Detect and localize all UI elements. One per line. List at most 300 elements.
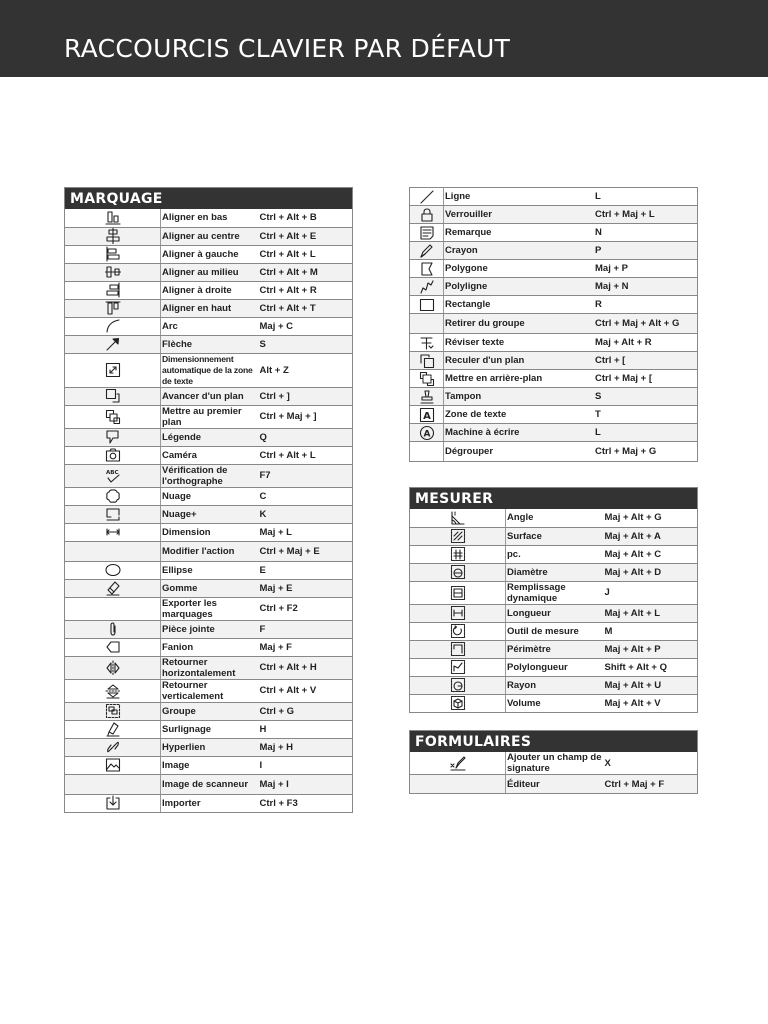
shortcut-icon-cell <box>410 694 506 712</box>
shortcut-row <box>410 206 698 224</box>
shortcut-key: Q <box>257 428 353 446</box>
shortcut-icon-cell <box>410 224 444 242</box>
shortcut-row <box>65 794 353 812</box>
shortcut-row <box>65 774 353 794</box>
shortcut-icon-cell <box>410 314 444 334</box>
shortcut-icon-cell <box>65 756 161 774</box>
shortcut-key: Ctrl + Alt + H <box>257 656 353 679</box>
shortcut-label: Rayon <box>506 676 602 694</box>
shortcut-label: Rectangle <box>444 296 593 314</box>
shortcut-icon-cell <box>410 242 444 260</box>
shortcut-key: Ctrl + G <box>257 702 353 720</box>
shortcut-label: Surface <box>506 527 602 545</box>
shortcut-row <box>65 263 353 281</box>
shortcut-icon-cell <box>410 604 506 622</box>
image-icon <box>105 757 121 773</box>
rectangle-icon <box>419 297 435 313</box>
shortcut-key: H <box>257 720 353 738</box>
shortcut-row <box>410 334 698 352</box>
stamp-icon <box>419 389 435 405</box>
shortcut-key: K <box>257 505 353 523</box>
eraser-icon <box>105 580 121 596</box>
shortcut-label: Groupe <box>161 702 257 720</box>
shortcut-label: Nuage <box>161 487 257 505</box>
mesurer-title: MESURER <box>410 488 698 510</box>
shortcut-icon-cell <box>65 541 161 561</box>
shortcut-key: S <box>257 335 353 353</box>
shortcut-row <box>410 388 698 406</box>
measurement-tool-icon <box>450 623 466 639</box>
flag-icon <box>105 639 121 655</box>
shortcut-label: Image de scanneur <box>161 774 257 794</box>
marquage-table <box>64 187 353 813</box>
shortcut-row <box>65 299 353 317</box>
shortcut-label: Angle <box>506 509 602 527</box>
area-icon <box>450 528 466 544</box>
count-icon <box>450 546 466 562</box>
shortcut-icon-cell <box>65 263 161 281</box>
shortcut-icon-cell <box>410 527 506 545</box>
shortcut-label: pc. <box>506 545 602 563</box>
shortcut-key: Maj + Alt + V <box>602 694 698 712</box>
shortcut-row <box>65 523 353 541</box>
shortcut-icon-cell <box>65 505 161 523</box>
shortcut-key: E <box>257 561 353 579</box>
shortcut-label: Légende <box>161 428 257 446</box>
shortcut-row <box>65 597 353 620</box>
shortcut-icon-cell <box>65 335 161 353</box>
shortcut-row <box>410 658 698 676</box>
shortcut-key: L <box>592 424 698 442</box>
shortcut-icon-cell <box>410 206 444 224</box>
shortcut-row <box>410 424 698 442</box>
shortcut-row <box>410 188 698 206</box>
shortcut-icon-cell <box>410 278 444 296</box>
shortcut-row <box>65 756 353 774</box>
shortcut-row <box>65 561 353 579</box>
shortcut-key: T <box>592 406 698 424</box>
shortcut-row <box>410 278 698 296</box>
page-title: RACCOURCIS CLAVIER PAR DÉFAUT <box>64 34 511 63</box>
svg-text:ABC: ABC <box>105 469 118 476</box>
shortcut-icon-cell <box>65 227 161 245</box>
shortcut-icon-cell <box>410 676 506 694</box>
shortcut-icon-cell <box>65 738 161 756</box>
shortcut-key: Maj + L <box>257 523 353 541</box>
shortcut-label: Mettre au premier plan <box>161 405 257 428</box>
shortcut-key: Shift + Alt + Q <box>602 658 698 676</box>
shortcut-row <box>65 227 353 245</box>
shortcut-row <box>65 656 353 679</box>
align-top-icon <box>105 300 121 316</box>
shortcut-icon-cell <box>410 188 444 206</box>
shortcut-icon-cell <box>410 406 444 424</box>
cloud-plus-icon <box>105 506 121 522</box>
shortcut-label: Gomme <box>161 579 257 597</box>
shortcut-label: Importer <box>161 794 257 812</box>
shortcut-key: N <box>592 224 698 242</box>
shortcut-label: Tampon <box>444 388 593 406</box>
shortcut-icon-cell <box>65 464 161 487</box>
shortcut-icon-cell <box>65 794 161 812</box>
shortcut-row <box>65 353 353 387</box>
shortcut-row <box>410 509 698 527</box>
shortcut-key: Maj + H <box>257 738 353 756</box>
angle-icon <box>450 510 466 526</box>
shortcut-icon-cell <box>410 442 444 462</box>
shortcut-label: Polyligne <box>444 278 593 296</box>
formulaires-table <box>409 730 698 794</box>
polylength-icon <box>450 659 466 675</box>
shortcut-row <box>410 527 698 545</box>
shortcut-key: X <box>602 752 698 775</box>
shortcut-key: Ctrl + Alt + R <box>257 281 353 299</box>
shortcut-label: Exporter les marquages <box>161 597 257 620</box>
shortcut-label: Caméra <box>161 446 257 464</box>
shortcut-key: C <box>257 487 353 505</box>
shortcut-row <box>410 406 698 424</box>
shortcut-label: Nuage+ <box>161 505 257 523</box>
volume-icon <box>450 695 466 711</box>
shortcut-key: Maj + Alt + L <box>602 604 698 622</box>
cloud-icon <box>105 488 121 504</box>
flip-vertical-icon <box>105 683 121 699</box>
shortcut-key: F7 <box>257 464 353 487</box>
shortcut-row <box>65 738 353 756</box>
shortcut-key: Ctrl + Alt + L <box>257 446 353 464</box>
shortcut-label: Aligner en bas <box>161 209 257 227</box>
shortcut-row <box>410 676 698 694</box>
shortcut-label: Dimensionnement automatique de la zone de texte <box>161 353 257 387</box>
shortcut-row <box>65 335 353 353</box>
shortcut-label: Polygone <box>444 260 593 278</box>
shortcut-label: Pièce jointe <box>161 620 257 638</box>
shortcut-label: Aligner au centre <box>161 227 257 245</box>
shortcut-icon-cell <box>65 523 161 541</box>
page-header <box>0 0 768 77</box>
send-backward-icon <box>419 353 435 369</box>
shortcut-row <box>410 694 698 712</box>
shortcut-row <box>410 752 698 775</box>
dimension-icon <box>105 524 121 540</box>
callout-icon <box>105 429 121 445</box>
shortcut-label: Mettre en arrière-plan <box>444 370 593 388</box>
shortcut-icon-cell <box>410 581 506 604</box>
send-to-back-icon <box>419 371 435 387</box>
shortcut-icon-cell <box>65 702 161 720</box>
note-icon <box>419 225 435 241</box>
shortcut-label: Zone de texte <box>444 406 593 424</box>
shortcut-label: Remplissage dynamique <box>506 581 602 604</box>
shortcut-icon-cell <box>65 446 161 464</box>
shortcut-label: Image <box>161 756 257 774</box>
shortcut-icon-cell <box>410 260 444 278</box>
shortcut-icon-cell <box>410 622 506 640</box>
shortcut-label: Aligner à gauche <box>161 245 257 263</box>
shortcut-key: Ctrl + Maj + Alt + G <box>592 314 698 334</box>
shortcut-icon-cell <box>410 334 444 352</box>
shortcut-icon-cell <box>65 428 161 446</box>
shortcut-label: Hyperlien <box>161 738 257 756</box>
shortcut-icon-cell <box>65 245 161 263</box>
shortcut-row <box>410 224 698 242</box>
shortcut-row <box>410 775 698 794</box>
shortcut-label: Périmètre <box>506 640 602 658</box>
shortcut-row <box>65 281 353 299</box>
shortcut-label: Aligner en haut <box>161 299 257 317</box>
svg-text:A: A <box>422 410 431 422</box>
shortcut-icon-cell <box>65 561 161 579</box>
shortcut-row <box>65 209 353 227</box>
shortcut-icon-cell <box>410 752 506 775</box>
shortcut-key: L <box>592 188 698 206</box>
shortcut-key: Ctrl + Maj + L <box>592 206 698 224</box>
shortcut-row <box>410 563 698 581</box>
arrow-icon <box>105 336 121 352</box>
mesurer-table <box>409 487 698 713</box>
shortcut-label: Retirer du groupe <box>444 314 593 334</box>
svg-text:A: A <box>423 429 430 439</box>
shortcut-key: Maj + Alt + R <box>592 334 698 352</box>
shortcut-row <box>65 579 353 597</box>
shortcut-label: Ellipse <box>161 561 257 579</box>
shortcut-row <box>65 702 353 720</box>
shortcut-key: R <box>592 296 698 314</box>
shortcut-key: Maj + P <box>592 260 698 278</box>
shortcut-label: Diamètre <box>506 563 602 581</box>
shortcut-key: Ctrl + Maj + [ <box>592 370 698 388</box>
shortcut-key: Ctrl + F2 <box>257 597 353 620</box>
shortcut-row <box>410 622 698 640</box>
shortcut-icon-cell <box>410 352 444 370</box>
shortcut-label: Arc <box>161 317 257 335</box>
camera-icon <box>105 447 121 463</box>
shortcut-icon-cell <box>65 720 161 738</box>
shortcut-icon-cell <box>65 579 161 597</box>
shortcut-row <box>410 442 698 462</box>
align-left-icon <box>105 246 121 262</box>
shortcut-row <box>410 545 698 563</box>
shortcut-icon-cell <box>65 774 161 794</box>
shortcut-key: J <box>602 581 698 604</box>
shortcut-row <box>410 604 698 622</box>
shortcut-icon-cell <box>410 775 506 794</box>
shortcut-icon-cell <box>65 209 161 227</box>
group-icon <box>105 703 121 719</box>
shortcut-label: Flèche <box>161 335 257 353</box>
shortcut-row <box>65 446 353 464</box>
shortcut-label: Modifier l'action <box>161 541 257 561</box>
shortcut-key: Maj + Alt + D <box>602 563 698 581</box>
shortcut-key: Maj + Alt + P <box>602 640 698 658</box>
shortcut-key: Ctrl + Alt + M <box>257 263 353 281</box>
shortcut-icon-cell <box>65 597 161 620</box>
shortcut-label: Machine à écrire <box>444 424 593 442</box>
shortcut-label: Vérification de l'orthographe <box>161 464 257 487</box>
line-icon <box>419 189 435 205</box>
spell-check-icon <box>105 468 121 484</box>
shortcut-icon-cell <box>410 509 506 527</box>
shortcut-row <box>65 720 353 738</box>
shortcut-key: Maj + Alt + A <box>602 527 698 545</box>
arc-icon <box>105 318 121 334</box>
shortcut-row <box>410 314 698 334</box>
shortcut-row <box>410 640 698 658</box>
shortcut-key: Ctrl + Maj + ] <box>257 405 353 428</box>
shortcut-row <box>410 370 698 388</box>
shortcut-key: Maj + C <box>257 317 353 335</box>
radius-icon <box>450 677 466 693</box>
shortcut-label: Retourner horizontalement <box>161 656 257 679</box>
shortcut-label: Aligner au milieu <box>161 263 257 281</box>
shortcut-key: Ctrl + [ <box>592 352 698 370</box>
shortcut-row <box>410 296 698 314</box>
shortcut-icon-cell <box>65 620 161 638</box>
shortcut-icon-cell <box>410 296 444 314</box>
length-icon <box>450 605 466 621</box>
shortcut-key: Ctrl + ] <box>257 387 353 405</box>
highlight-icon <box>105 721 121 737</box>
shortcut-icon-cell <box>65 353 161 387</box>
shortcut-key: Maj + Alt + C <box>602 545 698 563</box>
shortcut-icon-cell <box>65 487 161 505</box>
shortcut-icon-cell <box>410 640 506 658</box>
shortcut-key: Ctrl + Alt + B <box>257 209 353 227</box>
shortcut-label: Longueur <box>506 604 602 622</box>
shortcut-label: Outil de mesure <box>506 622 602 640</box>
shortcut-icon-cell <box>65 317 161 335</box>
paperclip-icon <box>105 621 121 637</box>
shortcut-row <box>65 405 353 428</box>
lock-icon <box>419 207 435 223</box>
formulaires-title: FORMULAIRES <box>410 731 698 753</box>
shortcut-row <box>65 428 353 446</box>
shortcut-icon-cell <box>65 638 161 656</box>
shortcut-icon-cell <box>410 388 444 406</box>
shortcut-icon-cell <box>410 658 506 676</box>
shortcut-key: Ctrl + Maj + F <box>602 775 698 794</box>
shortcut-row <box>65 638 353 656</box>
shortcut-key: Maj + Alt + U <box>602 676 698 694</box>
shortcut-icon-cell <box>65 299 161 317</box>
shortcut-row <box>410 242 698 260</box>
bring-to-front-icon <box>105 409 121 425</box>
shortcut-icon-cell <box>410 424 444 442</box>
pen-icon <box>419 243 435 259</box>
diameter-icon <box>450 564 466 580</box>
align-middle-icon <box>105 264 121 280</box>
perimeter-icon <box>450 641 466 657</box>
shortcut-label: Retourner verticalement <box>161 679 257 702</box>
revise-text-icon <box>419 335 435 351</box>
shortcut-row <box>65 487 353 505</box>
shortcut-row <box>65 387 353 405</box>
shortcut-label: Ajouter un champ de signature <box>507 752 602 774</box>
shortcut-row <box>410 352 698 370</box>
marquage-title: MARQUAGE <box>65 188 353 210</box>
shortcut-icon-cell <box>410 563 506 581</box>
shortcut-label: Crayon <box>444 242 593 260</box>
shortcut-label: Surlignage <box>161 720 257 738</box>
shortcut-label: Volume <box>506 694 602 712</box>
shortcut-row <box>65 464 353 487</box>
shortcut-icon-cell <box>65 387 161 405</box>
shortcut-key: S <box>592 388 698 406</box>
align-bottom-icon <box>105 210 121 226</box>
shortcut-icon-cell <box>65 281 161 299</box>
shortcut-row <box>65 541 353 561</box>
shortcut-key: Maj + F <box>257 638 353 656</box>
shortcut-label: Avancer d'un plan <box>161 387 257 405</box>
shortcut-label: Éditeur <box>506 775 602 794</box>
polyline-icon <box>419 279 435 295</box>
shortcut-row <box>410 581 698 604</box>
shortcut-label: Remarque <box>444 224 593 242</box>
align-right-icon <box>105 282 121 298</box>
shortcut-row <box>410 260 698 278</box>
shortcut-row <box>65 245 353 263</box>
shortcut-key: Maj + E <box>257 579 353 597</box>
flip-horizontal-icon <box>105 660 121 676</box>
shortcut-row <box>65 505 353 523</box>
shortcut-icon-cell <box>65 679 161 702</box>
signature-field-icon <box>450 755 466 771</box>
shortcut-key: M <box>602 622 698 640</box>
shortcut-icon-cell <box>65 656 161 679</box>
shortcut-label: Réviser texte <box>444 334 593 352</box>
marquage-table-continued <box>409 187 698 462</box>
shortcut-icon-cell <box>410 370 444 388</box>
shortcut-label: Dégrouper <box>444 442 593 462</box>
shortcut-key: Maj + N <box>592 278 698 296</box>
shortcut-label: Polylongueur <box>506 658 602 676</box>
shortcut-label: Ligne <box>444 188 593 206</box>
ellipse-icon <box>105 562 121 578</box>
shortcut-key: Maj + Alt + G <box>602 509 698 527</box>
polygon-icon <box>419 261 435 277</box>
shortcut-key: Alt + Z <box>257 353 353 387</box>
shortcut-key: Ctrl + Alt + L <box>257 245 353 263</box>
shortcut-icon-cell <box>410 545 506 563</box>
shortcut-key: Ctrl + Alt + T <box>257 299 353 317</box>
import-icon <box>105 795 121 811</box>
shortcut-key: Ctrl + Maj + G <box>592 442 698 462</box>
align-center-icon <box>105 228 121 244</box>
shortcut-row <box>65 620 353 638</box>
bring-forward-icon <box>105 388 121 404</box>
shortcut-label: Reculer d'un plan <box>444 352 593 370</box>
shortcut-key: Maj + I <box>257 774 353 794</box>
shortcut-row <box>65 679 353 702</box>
shortcut-key: I <box>257 756 353 774</box>
hyperlink-icon <box>105 739 121 755</box>
shortcut-key: Ctrl + Maj + E <box>257 541 353 561</box>
shortcut-row <box>65 317 353 335</box>
shortcut-label: Fanion <box>161 638 257 656</box>
shortcut-label: Verrouiller <box>444 206 593 224</box>
shortcut-key: P <box>592 242 698 260</box>
shortcut-label: Dimension <box>161 523 257 541</box>
shortcut-key: Ctrl + Alt + V <box>257 679 353 702</box>
text-box-icon <box>419 407 435 423</box>
shortcut-icon-cell <box>65 405 161 428</box>
shortcut-key: F <box>257 620 353 638</box>
shortcut-key: Ctrl + F3 <box>257 794 353 812</box>
shortcut-key: Ctrl + Alt + E <box>257 227 353 245</box>
dynamic-fill-icon <box>450 585 466 601</box>
autosize-text-box-icon <box>105 362 121 378</box>
typewriter-icon <box>419 425 435 441</box>
